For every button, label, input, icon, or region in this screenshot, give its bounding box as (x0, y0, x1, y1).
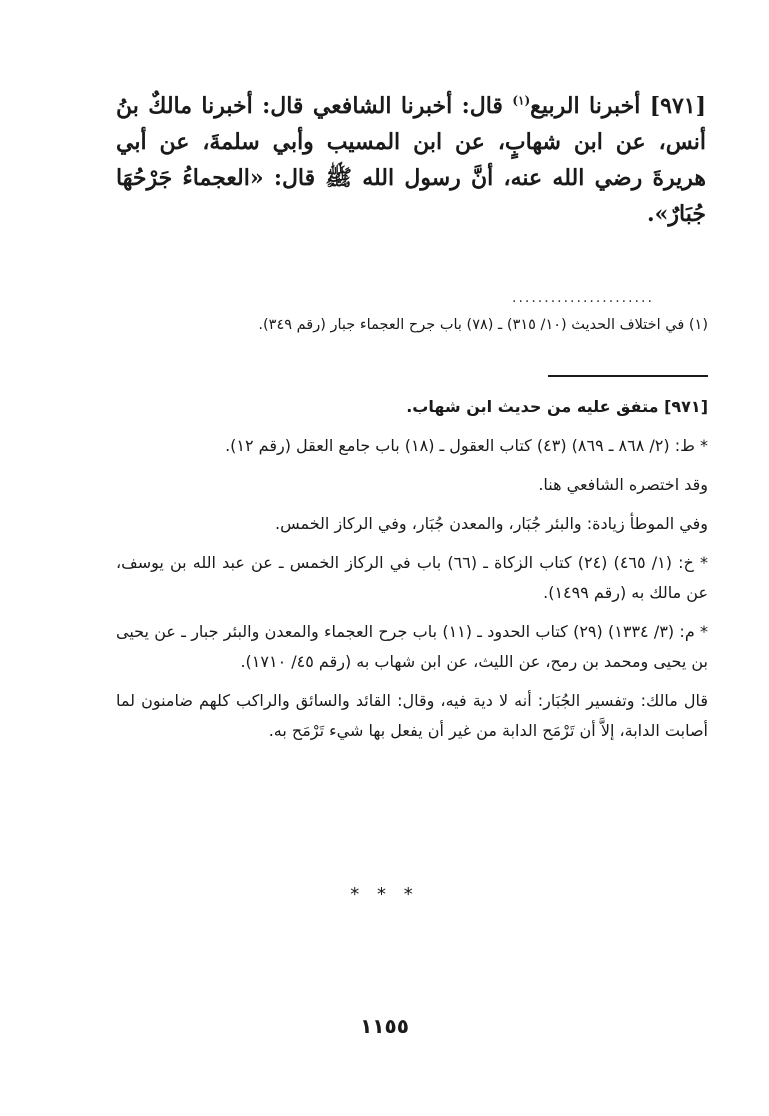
commentary-heading (116, 392, 708, 422)
section-end-asterisks: * * * (350, 884, 419, 905)
commentary-section (116, 392, 708, 755)
commentary-heading-number: [٩٧١] (664, 397, 708, 416)
hadith-chain-rest: قال: أخبرنا الشافعي قال: أخبرنا مالكٌ بنُ أنس، عن ابن شهابٍ، عن ابن المسيب وأبي سلمةَ، عن أبي هريرةَ رضي الله عنه، أنَّ رسول الله ﷺ قال: «العجماءُ جَرْحُهَا جُبَارٌ». (116, 93, 706, 227)
commentary-rule (548, 375, 708, 377)
commentary-paragraph: وفي الموطأ زيادة: والبئر جُبَار، والمعدن جُبَار، وفي الركاز الخمس. (274, 514, 708, 533)
hadith-number: [٩٧١] (649, 93, 707, 119)
hadith-text (116, 88, 706, 232)
commentary-paragraph: قال مالك: وتفسير الجُبَار: أنه لا دية فيه، وقال: القائد والسائق والراكب كلهم ضامنون لما أصابت الدابة، إلاَّ أن تَرْمَح الدابة من غير أن يفعل بها شيء تَرْمَح به. (116, 691, 708, 740)
commentary-paragraph: * م: (٣/ ١٣٣٤) (٢٩) كتاب الحدود ـ (١١) باب جرح العجماء والمعدن والبئر جبار ـ عن يحيى بن يحيى ومحمد بن رمح، عن الليث، عن ابن شهاب به (رقم ٤٥/ ١٧١٠). (116, 622, 708, 671)
commentary-paragraph: * خ: (١/ ٤٦٥) (٢٤) كتاب الزكاة ـ (٦٦) باب في الركاز الخمس ـ عن عبد الله بن يوسف، عن مالك به (رقم ١٤٩٩). (116, 553, 708, 602)
hadith-chain-start: أخبرنا الربيع (530, 93, 650, 119)
commentary-heading-text: متفق عليه من حديث ابن شهاب. (406, 397, 665, 416)
commentary-paragraph: * ط: (٢/ ٨٦٨ ـ ٨٦٩) (٤٣) كتاب العقول ـ (١٨) باب جامع العقل (رقم ١٢). (225, 436, 708, 455)
footnote-reference: (١) (512, 93, 531, 108)
commentary-paragraph: وقد اختصره الشافعي هنا. (538, 475, 708, 494)
footnote: (١) في اختلاف الحديث (١٠/ ٣١٥) ـ (٧٨) باب جرح العجماء جبار (رقم ٣٤٩). (258, 317, 708, 333)
footnote-separator: ...................... (512, 290, 654, 306)
page-number: ١١٥٥ (360, 1014, 409, 1038)
